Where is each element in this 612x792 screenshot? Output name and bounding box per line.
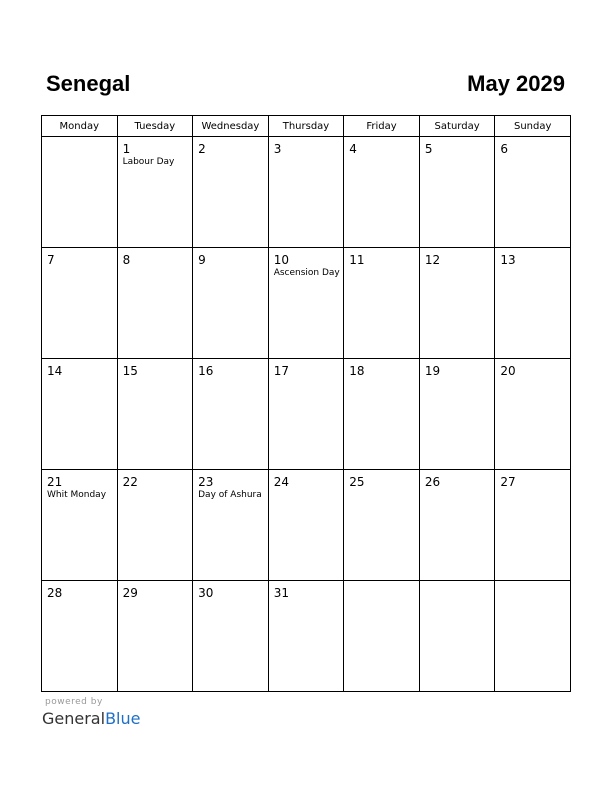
day-number: 17 [273, 364, 289, 378]
day-number: 2 [198, 142, 206, 156]
day-cell [268, 581, 344, 692]
holiday-label: Ascension Day [273, 268, 340, 278]
day-cell [42, 137, 118, 248]
weekday-tuesday: Tuesday [117, 116, 193, 137]
day-cell [193, 137, 269, 248]
day-number: 21 [47, 475, 63, 489]
day-cell [495, 137, 571, 248]
day-cell [268, 470, 344, 581]
day-cell [419, 137, 495, 248]
day-number: 18 [349, 364, 365, 378]
day-number: 24 [273, 475, 289, 489]
day-number: 12 [424, 253, 441, 267]
week-row [42, 581, 571, 692]
day-cell [495, 248, 571, 359]
day-number: 22 [122, 475, 138, 489]
day-number: 14 [47, 364, 63, 378]
day-number: 11 [349, 253, 365, 267]
holiday-label: Labour Day [122, 157, 175, 167]
weekday-header-row [42, 116, 571, 137]
week-row [42, 470, 571, 581]
day-number: 8 [122, 253, 131, 267]
weekday-saturday: Saturday [419, 116, 495, 137]
day-number: 27 [500, 475, 516, 489]
weekday-thursday: Thursday [268, 116, 344, 137]
day-number: 29 [122, 586, 138, 600]
day-number: 4 [349, 142, 357, 156]
day-cell [117, 137, 193, 248]
day-cell [419, 581, 495, 692]
day-cell [42, 248, 118, 359]
day-number: 7 [47, 253, 55, 267]
day-cell [42, 581, 118, 692]
day-cell [419, 248, 495, 359]
day-cell [193, 581, 269, 692]
day-number: 16 [198, 364, 214, 378]
day-number: 26 [424, 475, 441, 489]
day-cell [344, 581, 420, 692]
day-cell [117, 470, 193, 581]
day-cell [42, 470, 118, 581]
day-cell [42, 359, 118, 470]
day-cell [495, 359, 571, 470]
week-row [42, 359, 571, 470]
day-number: 9 [198, 253, 206, 267]
day-number: 10 [273, 253, 289, 267]
day-cell [193, 248, 269, 359]
brand-name-part2: Blue [105, 709, 141, 728]
day-cell [193, 359, 269, 470]
month-year-title: May 2029 [467, 71, 565, 96]
holiday-label: Day of Ashura [198, 490, 262, 500]
day-number: 6 [500, 142, 509, 156]
week-row [42, 137, 571, 248]
day-cell [117, 248, 193, 359]
day-number: 13 [500, 253, 516, 267]
week-row [42, 248, 571, 359]
day-number: 19 [424, 364, 441, 378]
day-cell [344, 359, 420, 470]
day-cell [344, 248, 420, 359]
day-number: 28 [47, 586, 63, 600]
day-number: 15 [122, 364, 138, 378]
holiday-label: Whit Monday [47, 490, 107, 500]
weekday-monday: Monday [42, 116, 118, 137]
country-title: Senegal [46, 71, 131, 96]
day-cell [117, 581, 193, 692]
day-cell [495, 581, 571, 692]
weekday-friday: Friday [344, 116, 420, 137]
weekday-wednesday: Wednesday [193, 116, 269, 137]
calendar-grid [41, 115, 571, 692]
day-cell [419, 359, 495, 470]
weekday-sunday: Sunday [495, 116, 571, 137]
day-number: 5 [424, 142, 433, 156]
day-cell [117, 359, 193, 470]
day-number: 1 [122, 142, 131, 156]
brand-name-part1: General [42, 709, 106, 728]
day-cell [268, 248, 344, 359]
day-number: 20 [500, 364, 516, 378]
day-cell [344, 137, 420, 248]
generalblue-logo [42, 709, 140, 728]
day-cell [268, 359, 344, 470]
day-cell [268, 137, 344, 248]
day-cell [495, 470, 571, 581]
day-number: 25 [349, 475, 365, 489]
day-cell [344, 470, 420, 581]
day-number: 31 [273, 586, 289, 600]
day-number: 23 [198, 475, 214, 489]
powered-by-label: powered by [45, 697, 103, 707]
day-number: 30 [198, 586, 214, 600]
day-number: 3 [273, 142, 282, 156]
day-cell [193, 470, 269, 581]
day-cell [419, 470, 495, 581]
